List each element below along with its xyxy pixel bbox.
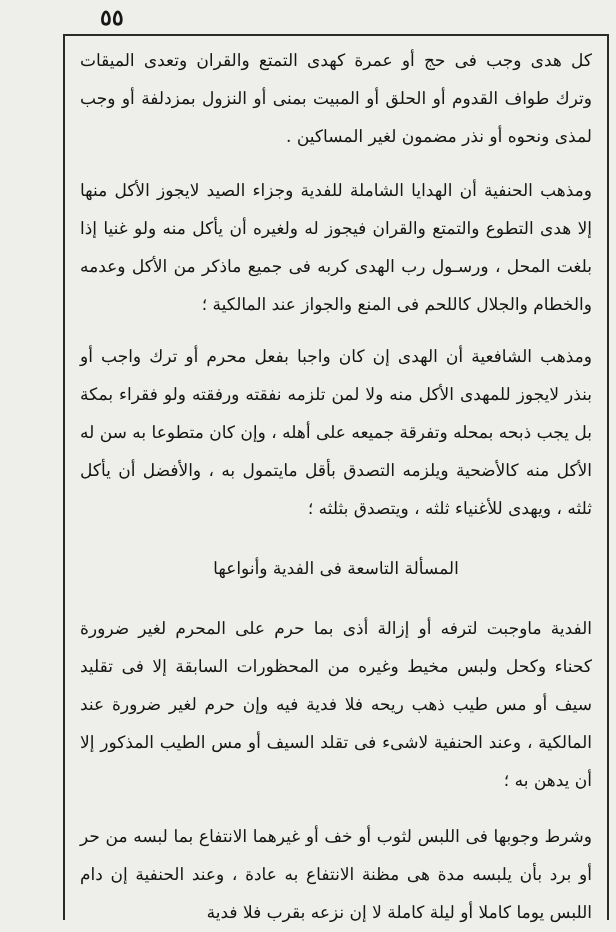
- page-body: [80, 42, 592, 932]
- paragraph-fidya-definition: الفدية ماوجبت لترفه أو إزالة أذى بما حرم على المحرم لغير ضرورة كحناء وكحل ولبس مخيط وغيره من المحظورات السابقة إلا فى تقليد سيف أو مس طيب ذهب ريحه فلا فدية فيه وإن حرم لغير ضرورة عند المالكية ، وعند الحنفية لاشىء فى تقلد السيف أو مس الطيب المذكور إلا أن يدهن به ؛: [80, 619, 592, 791]
- page-number: ٥٥: [100, 5, 124, 31]
- section-heading: المسألة التاسعة فى الفدية وأنواعها: [213, 559, 459, 579]
- paragraph-hanafi-school: ومذهب الحنفية أن الهدايا الشاملة للفدية وجزاء الصيد لايجوز الأكل منها إلا هدى التطوع والتمتع والقران فيجوز له ولغيره أن يأكل منه ولو غنيا إذا بلغت المحل ، ورسـول رب الهدى كربه فى جميع ماذكر من الأكل وعدمه والخطام والجلال كاللحم فى المنع والجواز عند المالكية ؛: [80, 181, 592, 315]
- paragraph-hady-obligations: كل هدى وجب فى حج أو عمرة كهدى التمتع والقران وتعدى الميقات وترك طواف القدوم أو الحلق أو المبيت بمنى أو النزول بمزدلفة أو وجب لمذى ونحوه أو نذر مضمون لغير المساكين .: [80, 51, 592, 147]
- paragraph-fidya-conditions: وشرط وجوبها فى اللبس لثوب أو خف أو غيرهما الانتفاع بما لبسه من حر أو برد بأن يلبسه مدة هى مظنة الانتفاع به عادة ، وعند الحنفية إن دام اللبس يوما كاملا أو ليلة كاملة لا إن نزعه بقرب فلا فدية: [80, 827, 592, 923]
- paragraph-shafii-school: ومذهب الشافعية أن الهدى إن كان واجبا بفعل محرم أو ترك واجب أو بنذر لايجوز للمهدى الأكل منه ولا لمن تلزمه نفقته ورفقته ولو فقراء بمكة بل يجب ذبحه بمحله وتفرقة جميعه على أهله ، وإن كان متطوعا به سن له الأكل منه كالأضحية ويلزمه التصدق بأقل مايتمول به ، والأفضل أن يأكل ثلثه ، ويهدى للأغنياء ثلثه ، ويتصدق بثلثه ؛: [80, 347, 592, 519]
